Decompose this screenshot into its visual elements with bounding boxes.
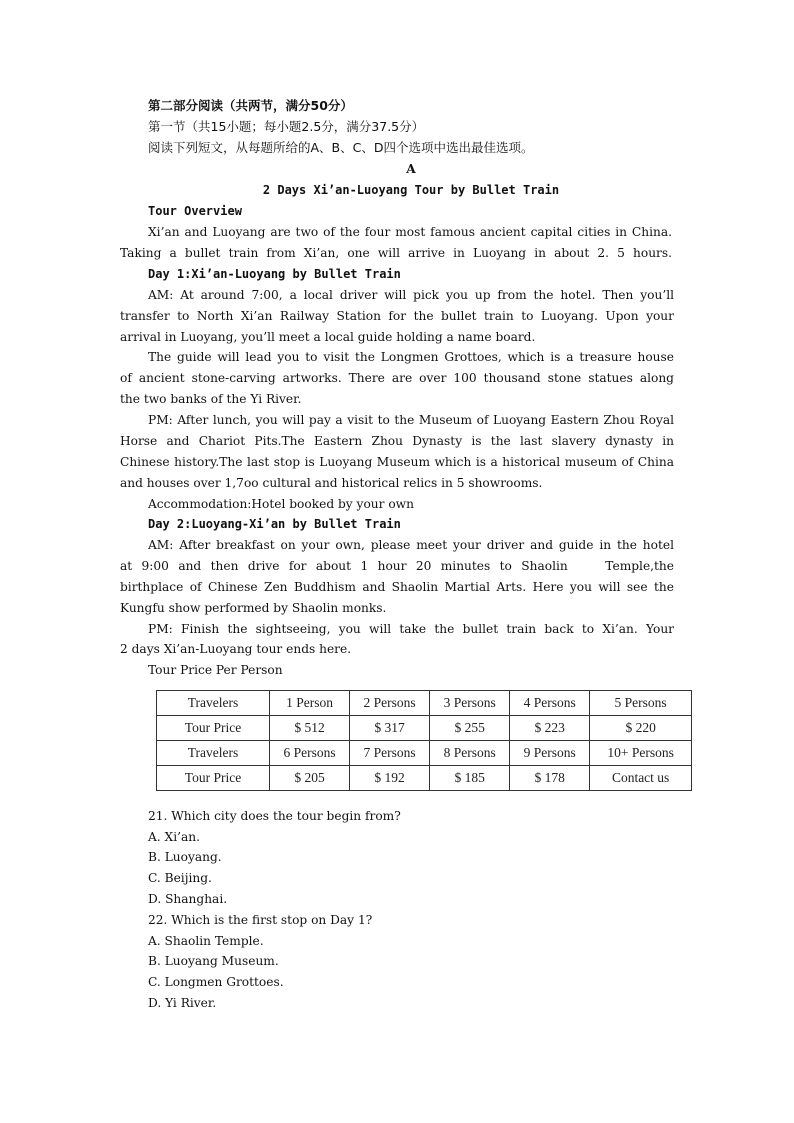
table-cell: $ 317 [350,716,430,741]
table-cell: 10+ Persons [590,741,692,766]
day2-pm-line: 2 days Xi’an-Luoyang tour ends here. [120,642,352,656]
table-cell: Contact us [590,766,692,791]
question-option: B. Luoyang. [148,850,222,864]
table-row [157,741,692,766]
table-cell: 1 Person [270,691,350,716]
day1-am-line: AM: At around 7:00, a local driver will pick you up from the hotel. Then you’ll [148,288,674,302]
day1-guide-line: of ancient stone-carving artworks. There are over 100 thousand stone statues along [120,371,674,385]
instruction: 阅读下列短文，从每题所给的A、B、C、D四个选项中选出最佳选项。 [148,140,534,155]
question-option: A. Xi’an. [148,830,200,844]
question-option: C. Longmen Grottoes. [148,975,284,989]
table-cell: $ 192 [350,766,430,791]
overview-heading: Tour Overview [148,204,242,218]
table-row [157,766,692,791]
table-row [157,716,692,741]
day1-pm-line: PM: After lunch, you will pay a visit to the Museum of Luoyang Eastern Zhou Royal [148,413,674,427]
day2-am-line: Kungfu show performed by Shaolin monks. [120,601,387,615]
price-heading: Tour Price Per Person [148,663,283,677]
question-stem: 22. Which is the first stop on Day 1? [148,913,373,927]
day1-am-line: transfer to North Xi’an Railway Station for the bullet train to Luoyang. Upon your [120,309,674,323]
day1-pm-line: Horse and Chariot Pits.The Eastern Zhou Dynasty is the last slavery dynasty in [120,434,674,448]
day2-am-line: AM: After breakfast on your own, please meet your driver and guide in the hotel [148,538,674,552]
table-cell: 4 Persons [510,691,590,716]
table-cell: 5 Persons [590,691,692,716]
table-cell: $ 220 [590,716,692,741]
question-stem: 21. Which city does the tour begin from? [148,809,401,823]
day2-am-line: at 9:00 and then drive for about 1 hour 20 minutes to Shaolin Temple,the [120,559,674,573]
table-cell: 3 Persons [430,691,510,716]
article-title: 2 Days Xi’an-Luoyang Tour by Bullet Train [262,183,560,197]
table-cell: $ 205 [270,766,350,791]
table-cell: $ 185 [430,766,510,791]
part-title: 第二部分阅读（共两节，满分50分） [148,98,353,113]
day1-pm-line: Chinese history.The last stop is Luoyang Museum which is a historical museum of China [120,455,674,469]
table-cell: Tour Price [157,716,270,741]
question-option: C. Beijing. [148,871,212,885]
question-option: D. Yi River. [148,996,217,1010]
day2-pm-line: PM: Finish the sightseeing, you will take the bullet train back to Xi’an. Your [148,622,674,636]
table-cell: $ 223 [510,716,590,741]
day1-pm-line: and houses over 1,7oo cultural and historical relics in 5 showrooms. [120,476,543,490]
passage-label: A [406,162,416,176]
overview-line: Taking a bullet train from Xi’an, one will arrive in Luoyang in about 2. 5 hours. [120,246,672,260]
day2-am-line: birthplace of Chinese Zen Buddhism and Shaolin Martial Arts. Here you will see the [120,580,674,594]
accommodation: Accommodation:Hotel booked by your own [148,497,414,511]
day1-guide-line: The guide will lead you to visit the Longmen Grottoes, which is a treasure house [148,350,674,364]
table-row [157,691,692,716]
overview-line: Xi’an and Luoyang are two of the four most famous ancient capital cities in China. [148,225,672,239]
table-cell: 7 Persons [350,741,430,766]
table-cell: 6 Persons [270,741,350,766]
table-cell: $ 178 [510,766,590,791]
table-cell: Tour Price [157,766,270,791]
table-cell: 9 Persons [510,741,590,766]
day1-guide-line: the two banks of the Yi River. [120,392,302,406]
question-option: A. Shaolin Temple. [148,934,264,948]
table-cell: $ 512 [270,716,350,741]
table-cell: $ 255 [430,716,510,741]
table-cell: Travelers [157,691,270,716]
tour-price-table [156,690,692,791]
day1-heading: Day 1:Xi’an-Luoyang by Bullet Train [148,267,401,281]
question-option: B. Luoyang Museum. [148,954,279,968]
section-title: 第一节（共15小题；每小题2.5分，满分37.5分） [148,119,425,134]
table-cell: Travelers [157,741,270,766]
day2-heading: Day 2:Luoyang-Xi’an by Bullet Train [148,517,401,531]
table-cell: 8 Persons [430,741,510,766]
table-cell: 2 Persons [350,691,430,716]
question-option: D. Shanghai. [148,892,228,906]
day1-am-line: arrival in Luoyang, you’ll meet a local guide holding a name board. [120,330,536,344]
